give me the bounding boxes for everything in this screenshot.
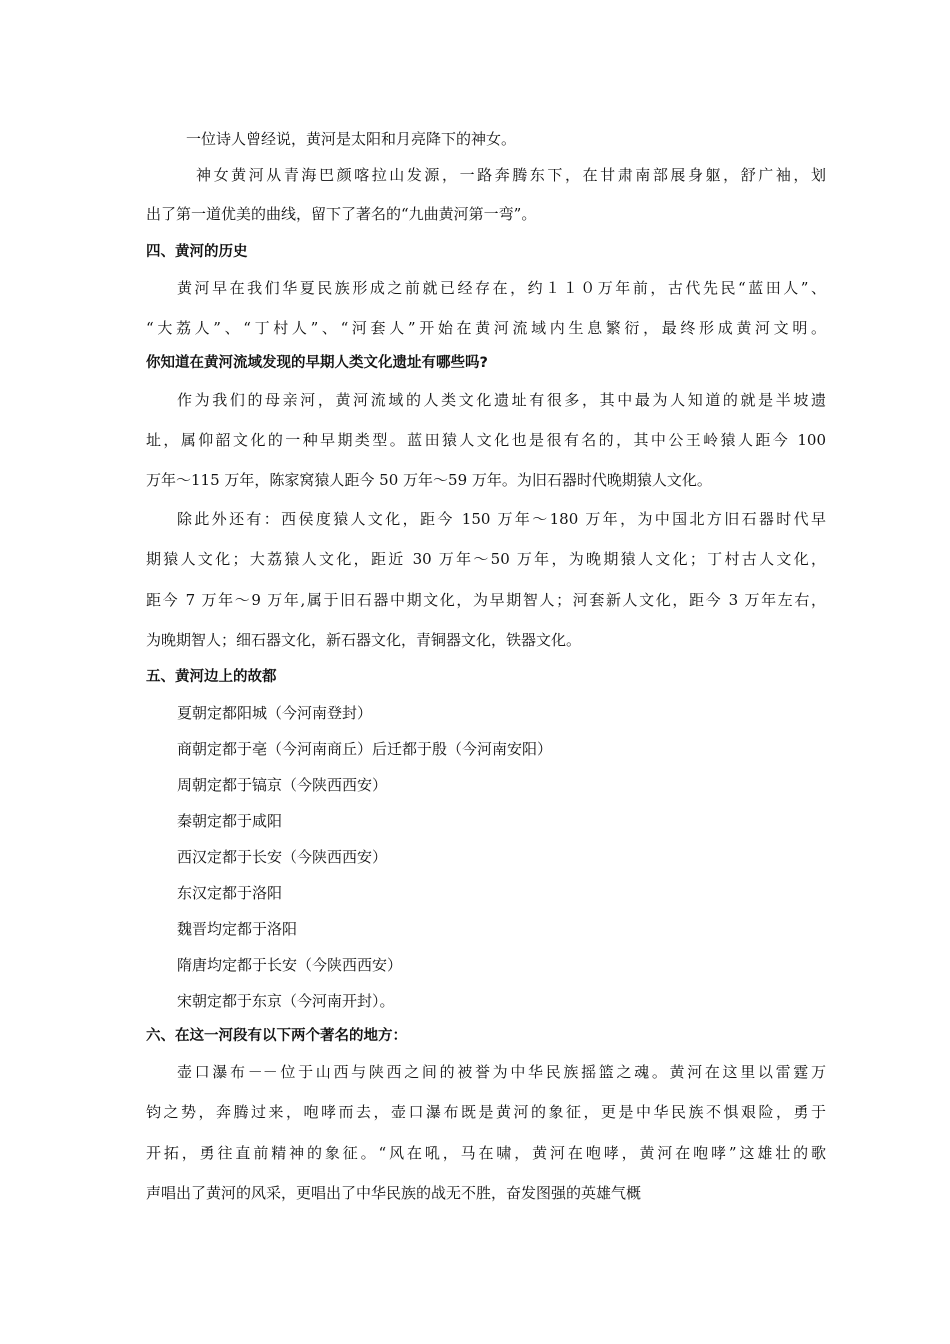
capital-item: 宋朝定都于东京（今河南开封）。 <box>177 992 395 1010</box>
capital-item: 隋唐均定都于长安（今陕西西安） <box>177 956 403 974</box>
section-4-heading: 四、黄河的历史 <box>146 244 248 260</box>
capital-item: 商朝定都于亳（今河南商丘）后迁都于殷（今河南安阳） <box>177 740 553 758</box>
s6-p1-line-4: 声唱出了黄河的风采，更唱出了中华民族的战无不胜，奋发图强的英雄气概 <box>146 1184 642 1202</box>
capital-item: 魏晋均定都于洛阳 <box>177 920 298 938</box>
intro-line-3: 出了第一道优美的曲线，留下了著名的“九曲黄河第一弯”。 <box>146 205 537 223</box>
section-6-heading: 六、在这一河段有以下两个著名的地方： <box>146 1028 407 1044</box>
s6-p1-line-3: 开拓，勇往直前精神的象征。“风在吼，马在啸，黄河在咆哮，黄河在咆哮”这雄壮的歌 <box>146 1144 826 1162</box>
s4-p3-line-1: 除此外还有：西侯度猿人文化，距今 150 万年～180 万年，为中国北方旧石器时代早 <box>177 510 826 528</box>
capital-item: 秦朝定都于咸阳 <box>177 812 283 830</box>
s4-p3-line-3: 距今 7 万年～9 万年,属于旧石器中期文化，为早期智人；河套新人文化，距今 3 万年左右， <box>146 591 826 609</box>
intro-line-2: 神女黄河从青海巴颜喀拉山发源，一路奔腾东下，在甘肃南部展身躯，舒广袖，划 <box>196 166 826 184</box>
section-4-question: 你知道在黄河流域发现的早期人类文化遗址有哪些吗? <box>146 355 488 371</box>
s4-p2-line-2: 址，属仰韶文化的一种早期类型。蓝田猿人文化也是很有名的，其中公王岭猿人距今 100 <box>146 431 826 449</box>
s4-p3-line-2: 期猿人文化；大荔猿人文化，距近 30 万年～50 万年，为晚期猿人文化；丁村古人文化， <box>146 550 826 568</box>
capital-item: 西汉定都于长安（今陕西西安） <box>177 848 388 866</box>
s4-p1-line-1: 黄河早在我们华夏民族形成之前就已经存在，约１１０万年前，古代先民“蓝田人”、 <box>177 279 826 297</box>
s6-p1-line-2: 钧之势，奔腾过来，咆哮而去，壶口瀑布既是黄河的象征，更是中华民族不惧艰险，勇于 <box>146 1103 826 1121</box>
s4-p1-line-2: “大荔人”、“丁村人”、“河套人”开始在黄河流域内生息繁衍，最终形成黄河文明。 <box>146 319 826 337</box>
s4-p2-line-3: 万年～115 万年，陈家窝猿人距今 50 万年～59 万年。为旧石器时代晚期猿人文化。 <box>146 471 712 489</box>
capital-item: 夏朝定都阳城（今河南登封） <box>177 704 373 722</box>
section-5-heading: 五、黄河边上的故都 <box>146 669 277 685</box>
capital-item: 周朝定都于镐京（今陕西西安） <box>177 776 388 794</box>
s4-p3-line-4: 为晚期智人；细石器文化，新石器文化，青铜器文化，铁器文化。 <box>146 631 582 649</box>
capital-item: 东汉定都于洛阳 <box>177 884 283 902</box>
intro-line-1: 一位诗人曾经说，黄河是太阳和月亮降下的神女。 <box>186 130 517 148</box>
s6-p1-line-1: 壶口瀑布－－位于山西与陕西之间的被誉为中华民族摇篮之魂。黄河在这里以雷霆万 <box>177 1063 826 1081</box>
s4-p2-line-1: 作为我们的母亲河，黄河流域的人类文化遗址有很多，其中最为人知道的就是半坡遗 <box>177 391 826 409</box>
